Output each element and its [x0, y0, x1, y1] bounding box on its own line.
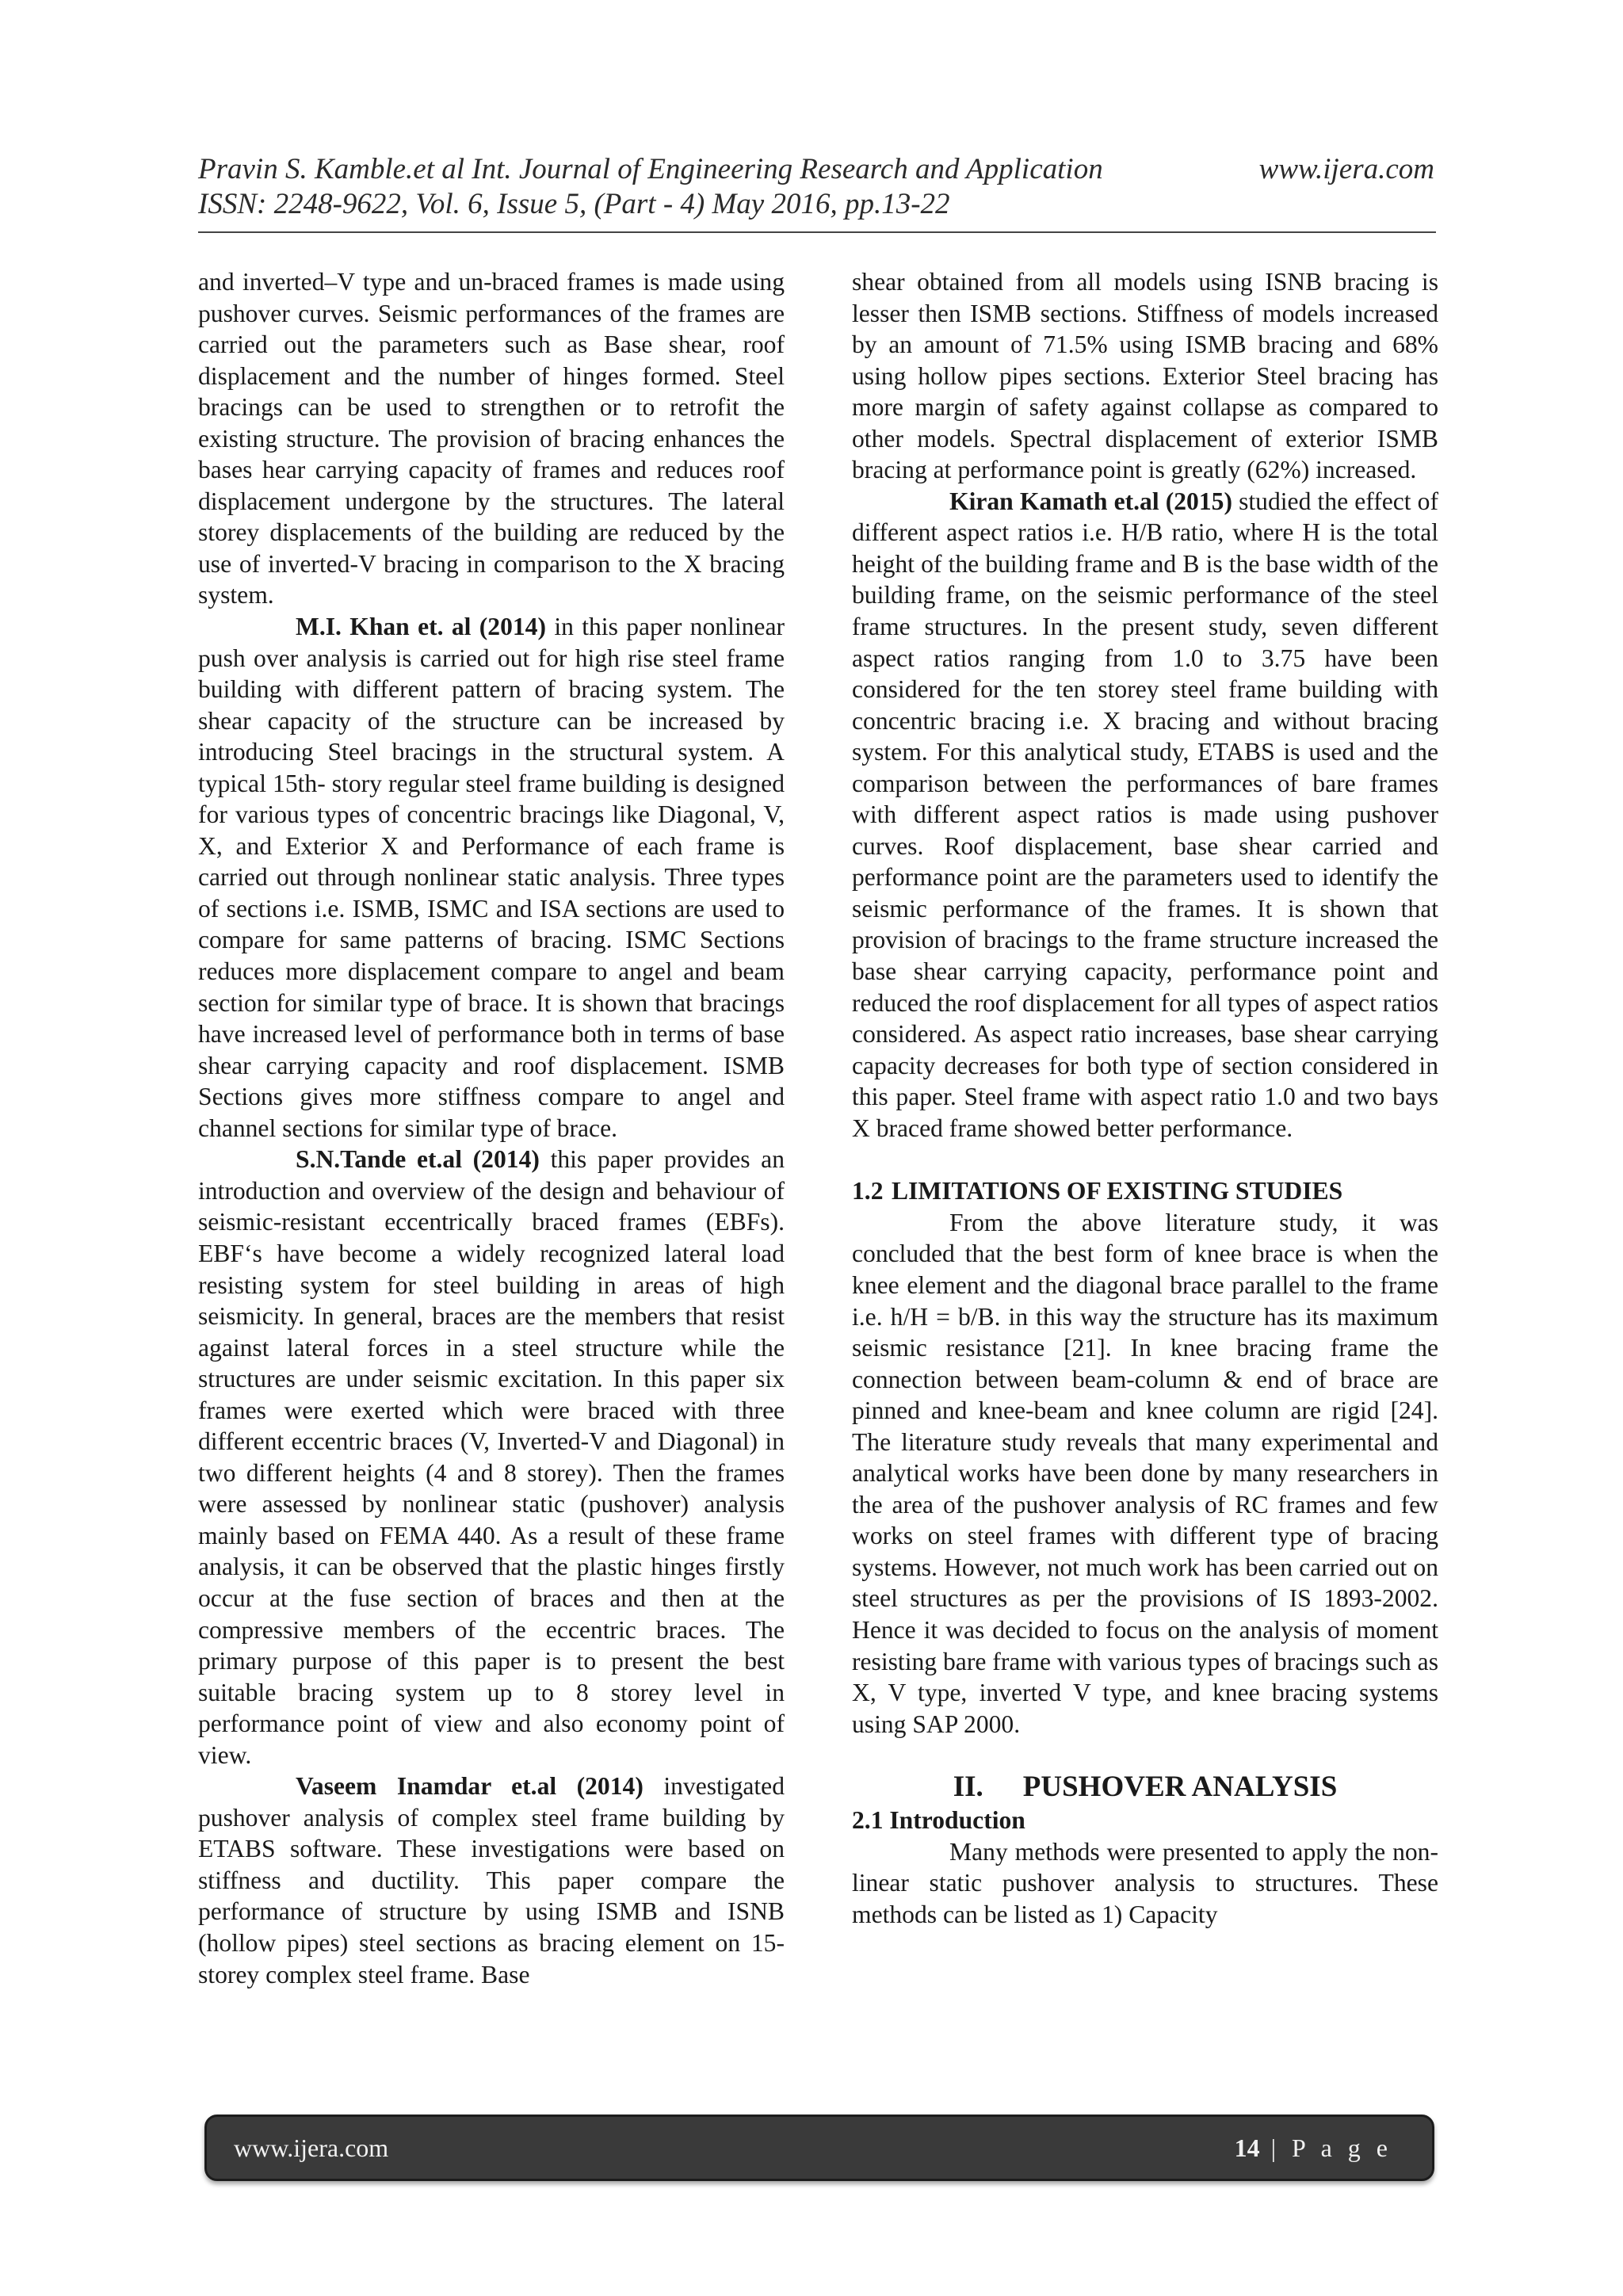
right-column	[852, 266, 1438, 1930]
paragraph: shear obtained from all models using ISNB bracing is lesser then ISMB sections. Stiffness of models increased by an amount of 71.5% using ISMB bracing and 68% using hollow pipes sections. Exterior Steel bracing has more margin of safety against collapse as compared to other models. Spectral displacement of exterior ISMB bracing at performance point is greatly (62%) increased.	[852, 268, 1438, 484]
author-citation: Vaseem Inamdar et.al (2014)	[296, 1772, 643, 1801]
part-number: II.	[953, 1771, 983, 1804]
paragraph: M.I. Khan et. al (2014) in this paper nonlinear push over analysis is carried out for high rise steel frame building with different pattern of bracing system. The shear capacity of the structure can be increased by introducing Steel bracings in the structural system. A typical 15th- story regular steel frame building is designed for various types of concentric bracings like Diagonal, V, X, and Exterior X and Performance of each frame is carried out through nonlinear static analysis. Three types of sections i.e. ISMB, ISMC and ISA sections are used to compare for same patterns of bracing. ISMC Sections reduces more displacement compare to angel and beam section for similar type of brace. It is shown that bracings have increased level of performance both in terms of base shear carrying capacity and roof displacement. ISMB Sections gives more stiffness compare to angel and channel sections for similar type of brace.	[198, 613, 785, 1142]
page-number: 14 | P a g e	[1234, 2133, 1392, 2162]
section-number: 1.2	[852, 1177, 884, 1205]
journal-website[interactable]: www.ijera.com	[1258, 153, 1434, 185]
page-footer	[204, 2115, 1434, 2181]
subsection-heading: 2.1 Introduction	[852, 1806, 1025, 1835]
issn-line: ISSN: 2248-9622, Vol. 6, Issue 5, (Part - 4) May 2016, pp.13-22	[198, 188, 950, 220]
paragraph: From the above literature study, it was concluded that the best form of knee brace is when the knee element and the diagonal brace parallel to the frame i.e. h/H = b/B. in this way the structure has its maximum seismic resistance [21]. In knee bracing frame the connection between beam-column & end of brace are pinned and knee-beam and knee column are rigid [24]. The literature study reveals that many experimental and analytical works have been done by many researchers in the area of the pushover analysis of RC frames and few works on steel frames with different type of bracing systems. However, not much work has been carried out on steel structures as per the provisions of IS 1893-2002. Hence it was decided to focus on the analysis of moment resisting bare frame with various types of bracings such as X, V type, inverted V type, and knee bracing systems using SAP 2000.	[852, 1208, 1438, 1738]
part-title: PUSHOVER ANALYSIS	[1022, 1771, 1338, 1804]
author-citation: M.I. Khan et. al (2014)	[296, 613, 546, 641]
paragraph: Many methods were presented to apply the non-linear static pushover analysis to structures. These methods can be listed as 1) Capacity	[852, 1837, 1438, 1928]
section-title: LIMITATIONS OF EXISTING STUDIES	[892, 1177, 1343, 1205]
paragraph: and inverted–V type and un-braced frames is made using pushover curves. Seismic performances of the frames are carried out the parameters such as Base shear, roof displacement and the number of hinges formed. Steel bracings can be used to strengthen or to retrofit the existing structure. The provision of bracing enhances the bases hear carrying capacity of frames and reduces roof displacement undergone by the structures. The lateral storey displacements of the building are reduced by the use of inverted-V bracing in comparison to the X bracing system.	[198, 268, 785, 609]
footer-website[interactable]: www.ijera.com	[234, 2133, 389, 2162]
running-header	[198, 152, 1434, 222]
part-heading	[852, 1770, 1438, 1805]
paragraph: Kiran Kamath et.al (2015) studied the effect of different aspect ratios i.e. H/B ratio, where H is the total height of the building frame and B is the base width of the building frame, on the seismic performance of the steel frame structures. In the present study, seven different aspect ratios ranging from 1.0 to 3.75 have been considered for the ten storey steel frame building with concentric bracing i.e. X bracing and without bracing system. For this analytical study, ETABS is used and the comparison between the performances of bare frames with different aspect ratios is made using pushover curves. Roof displacement, base shear carried and performance point are the parameters used to identify the seismic performance of the frames. It is shown that provision of bracings to the frame structure increased the base shear carrying capacity, performance point and reduced the roof displacement for all types of aspect ratios considered. As aspect ratio increases, base shear carrying capacity decreases for both type of section considered in this paper. Steel frame with aspect ratio 1.0 and two bays X braced frame showed better performance.	[852, 487, 1438, 1142]
header-divider	[198, 231, 1436, 233]
left-column	[198, 266, 785, 1990]
author-citation: S.N.Tande et.al (2014)	[296, 1145, 540, 1174]
paragraph: S.N.Tande et.al (2014) this paper provides an introduction and overview of the design and behaviour of seismic-resistant eccentrically braced frames (EBFs). EBF‘s have become a widely recognized lateral load resisting system for steel building in areas of high seismicity. In general, braces are the members that resist against lateral forces in a steel structure while the structures are under seismic excitation. In this paper six frames were exerted which were braced with three different eccentric braces (V, Inverted-V and Diagonal) in two different heights (4 and 8 storey). Then the frames were assessed by nonlinear static (pushover) analysis mainly based on FEMA 440. As a result of these frame analysis, it can be observed that the plastic hinges firstly occur at the fuse section of braces and then at the compressive members of the eccentric braces. The primary purpose of this paper is to present the best suitable bracing system up to 8 storey level in performance point of view and also economy point of view.	[198, 1145, 785, 1769]
paragraph: Vaseem Inamdar et.al (2014) investigated pushover analysis of complex steel frame building by ETABS software. These investigations were based on stiffness and ductility. This paper compare the performance of structure by using ISMB and ISNB (hollow pipes) steel sections as bracing element on 15-storey complex steel frame. Base	[198, 1772, 785, 1988]
author-citation: Kiran Kamath et.al (2015)	[949, 487, 1232, 515]
journal-title: Pravin S. Kamble.et al Int. Journal of Engineering Research and Application	[198, 153, 1103, 185]
section-heading	[852, 1175, 1438, 1207]
